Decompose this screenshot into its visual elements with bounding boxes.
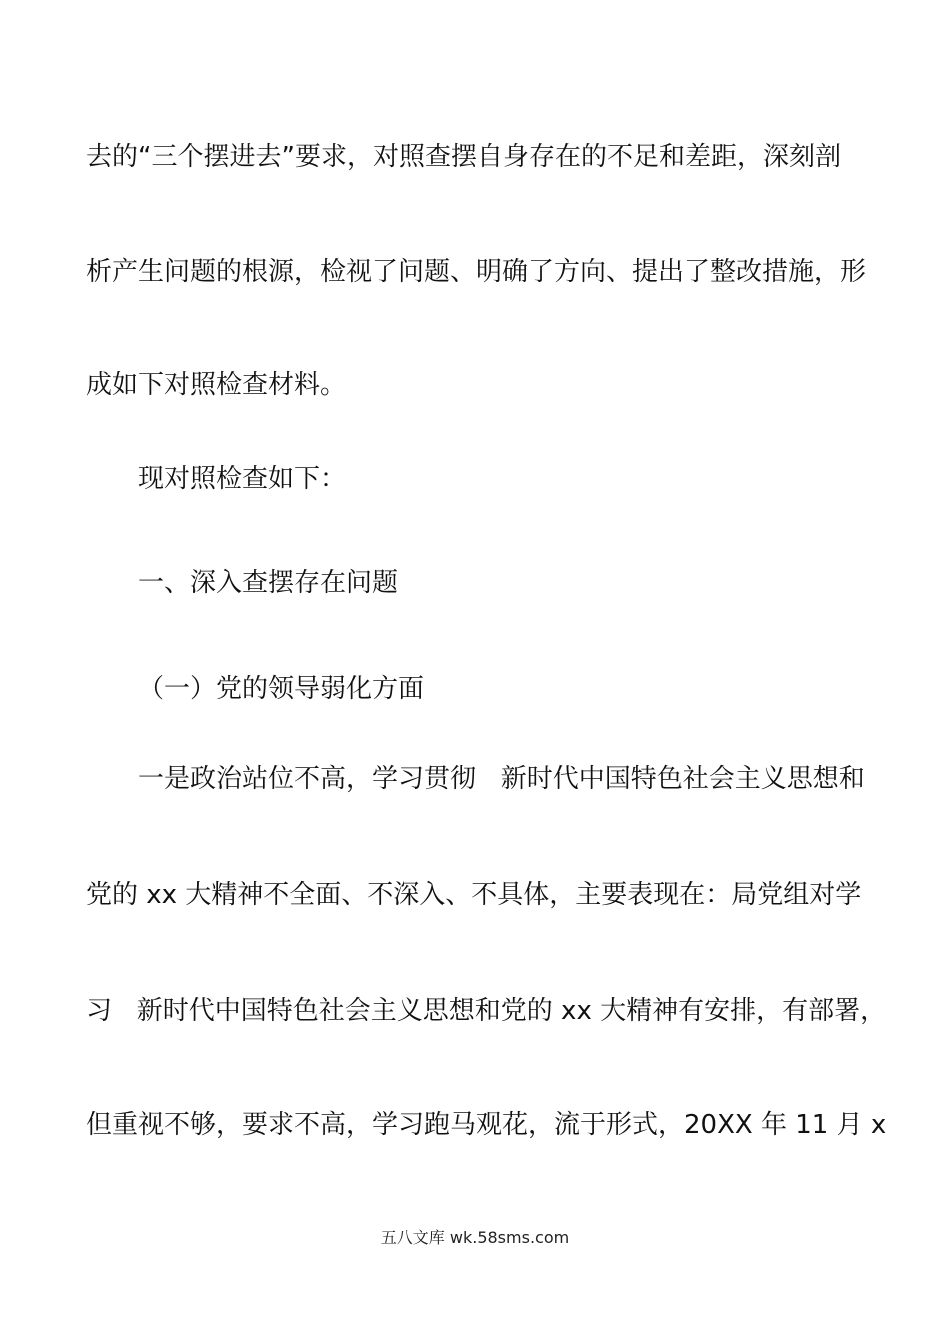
paragraph-line: 析产生问题的根源，检视了问题、明确了方向、提出了整改措施，形 bbox=[86, 257, 867, 287]
paragraph-line: 一是政治站位不高，学习贯彻 新时代中国特色社会主义思想和 bbox=[138, 764, 865, 794]
paragraph-line: 党的 xx 大精神不全面、不深入、不具体，主要表现在：局党组对学 bbox=[86, 880, 862, 910]
paragraph-line: 现对照检查如下： bbox=[138, 464, 347, 494]
section-heading: 一、深入查摆存在问题 bbox=[138, 568, 399, 598]
paragraph-line: 去的“三个摆进去”要求，对照查摆自身存在的不足和差距，深刻剖 bbox=[86, 142, 841, 172]
page-footer: 五八文库 wk.58sms.com bbox=[380, 1228, 570, 1247]
paragraph-line: 但重视不够，要求不高，学习跑马观花，流于形式，20XX 年 11 月 x bbox=[86, 1110, 887, 1140]
subsection-heading: （一）党的领导弱化方面 bbox=[138, 674, 425, 704]
paragraph-line: 成如下对照检查材料。 bbox=[86, 370, 347, 400]
paragraph-line: 习 新时代中国特色社会主义思想和党的 xx 大精神有安排，有部署， bbox=[86, 996, 887, 1026]
